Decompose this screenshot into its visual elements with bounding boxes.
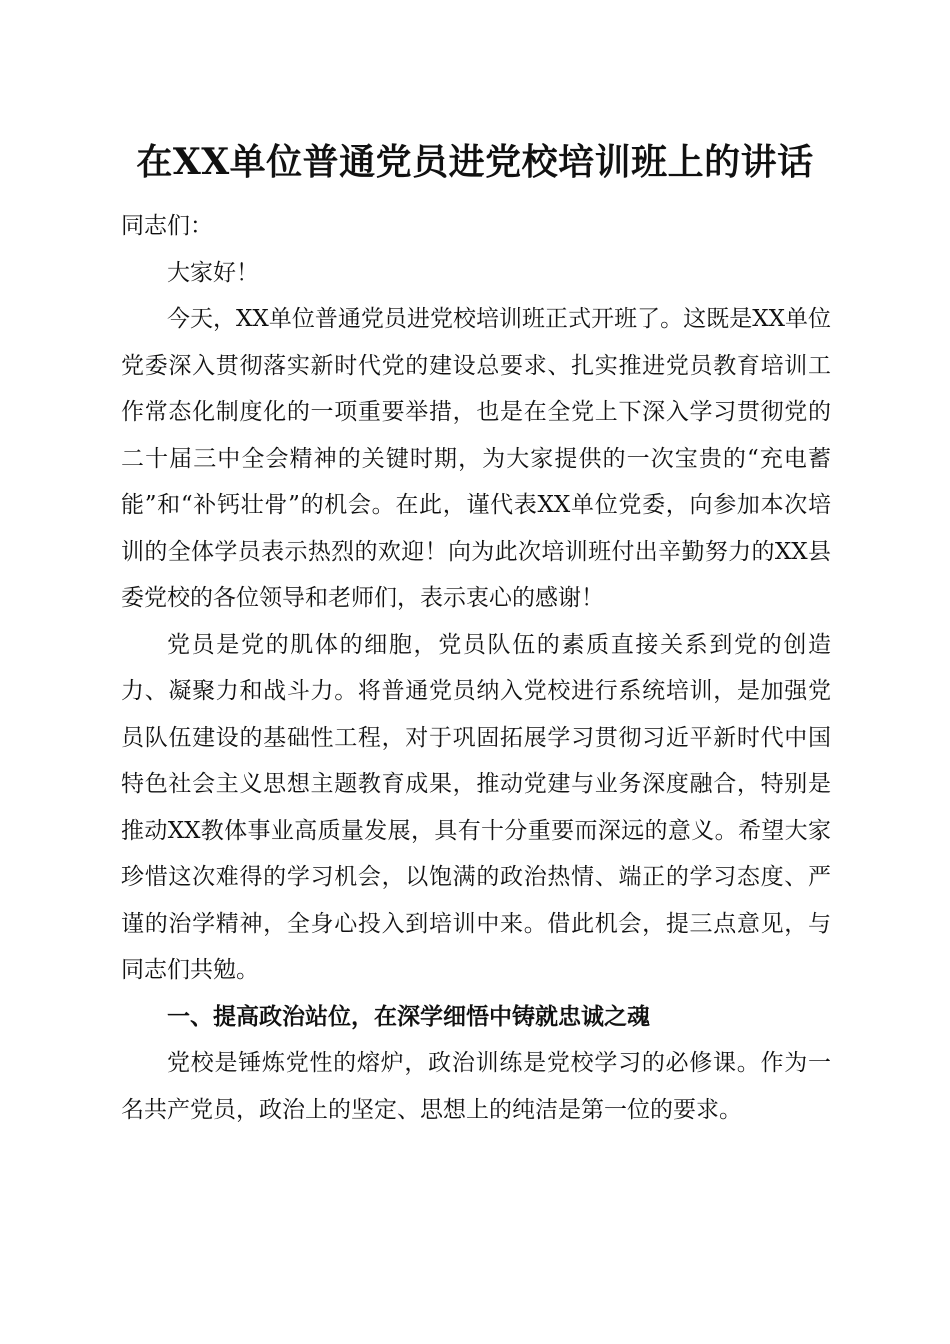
- section-paragraph: 党校是锤炼党性的熔炉，政治训练是党校学习的必修课。作为一名共产党员，政治上的坚定、思想上的纯洁是第一位的要求。: [121, 1050, 831, 1123]
- document-body: [121, 203, 831, 1133]
- salutation: 同志们：: [121, 213, 213, 239]
- document-title: 在XX单位普通党员进党校培训班上的讲话: [136, 141, 814, 183]
- section-heading: 一、提高政治站位，在深学细悟中铸就忠诚之魂: [167, 1003, 650, 1030]
- paragraph-opening: 今天，XX单位普通党员进党校培训班正式开班了。这既是XX单位党委深入贯彻落实新时代党的建设总要求、扎实推进党员教育培训工作常态化制度化的一项重要举措，也是在全党上下深入学习贯彻党的二十届三中全会精神的关键时期，为大家提供的一次宝贵的“充电蓄能”和“补钙壮骨”的机会。在此，谨代表XX单位党委，向参加本次培训的全体学员表示热烈的欢迎！向为此次培训班付出辛勤努力的XX县委党校的各位领导和老师们，表示衷心的感谢！: [121, 306, 831, 611]
- paragraph-significance: 党员是党的肌体的细胞，党员队伍的素质直接关系到党的创造力、凝聚力和战斗力。将普通党员纳入党校进行系统培训，是加强党员队伍建设的基础性工程，对于巩固拓展学习贯彻习近平新时代中国特色社会主义思想主题教育成果，推动党建与业务深度融合，特别是推动XX教体事业高质量发展，具有十分重要而深远的意义。希望大家珍惜这次难得的学习机会，以饱满的政治热情、端正的学习态度、严谨的治学精神，全身心投入到培训中来。借此机会，提三点意见，与同志们共勉。: [121, 631, 831, 983]
- greeting: 大家好！: [167, 259, 259, 286]
